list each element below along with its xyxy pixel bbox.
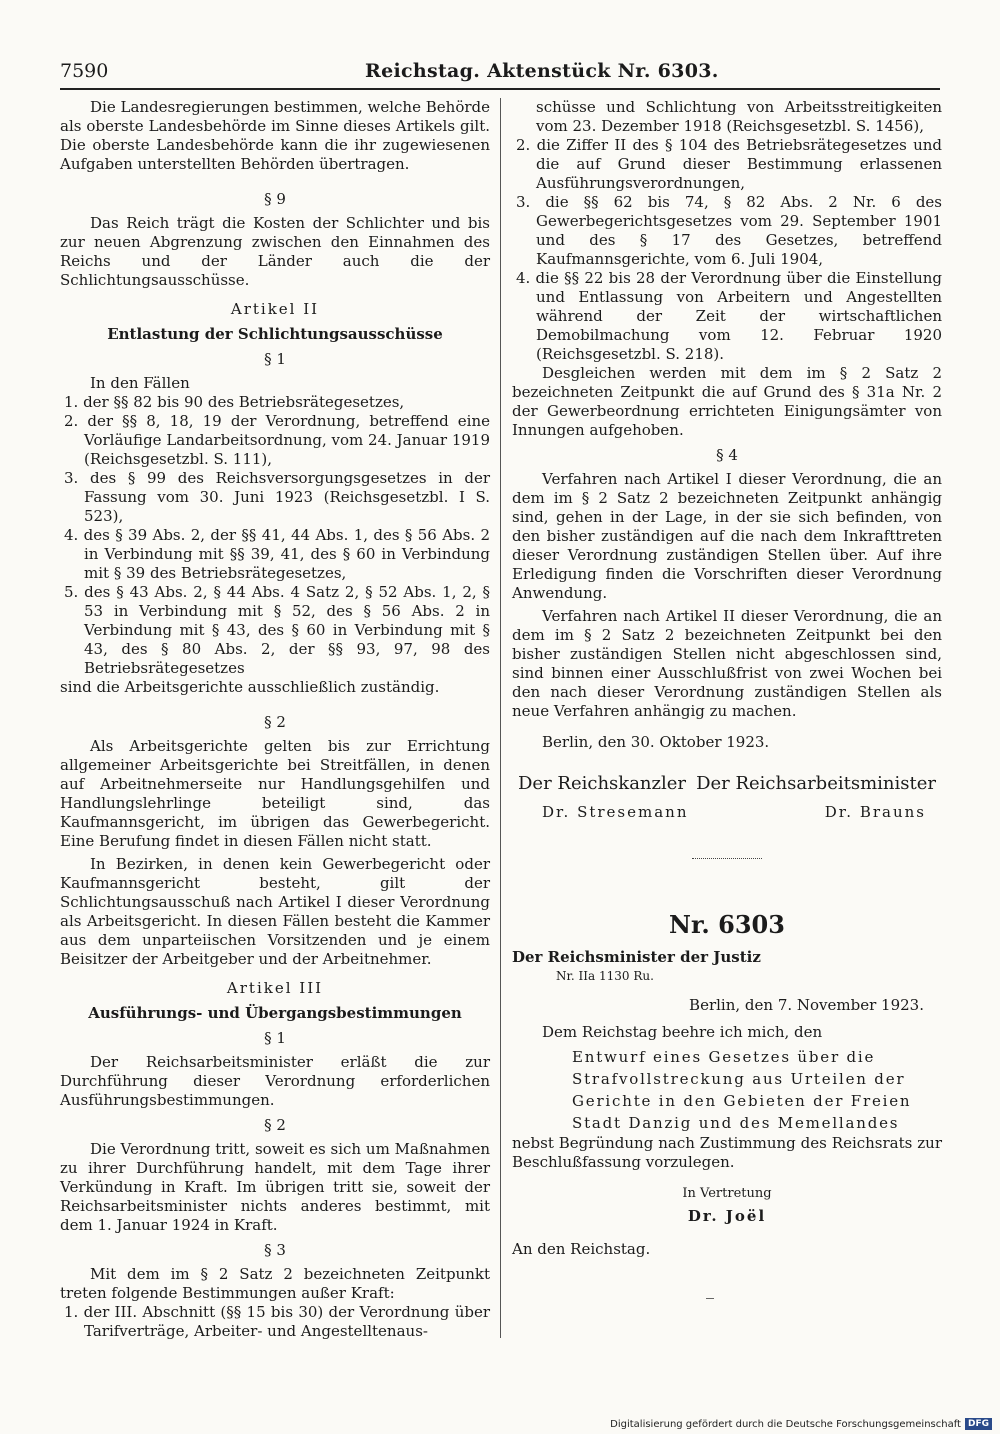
page-number: 7590: [60, 60, 109, 82]
signature-name-brauns: Dr. Brauns: [824, 803, 926, 821]
paragraph-zustaendig: sind die Arbeitsgerichte ausschließlich zuständig.: [60, 678, 440, 696]
paragraph-in-den-faellen: In den Fällen: [90, 374, 190, 392]
list-item: 2. der §§ 8, 18, 19 der Verordnung, betreffend eine Vorläufige Landarbeitsordnung, vom 24. Januar 1919 (Reichsgesetzbl. S. 111),: [64, 412, 490, 468]
paragraph-landesregierungen: Die Landesregierungen bestimmen, welche Behörde als oberste Landesbehörde im Sinne dieses Artikels gilt. Die oberste Landesbehörde kann die ihr zugewiesenen Aufgaben unterstellten Behörden übertragen.: [60, 98, 490, 173]
in-vertretung: In Vertretung: [682, 1186, 772, 1201]
closing-line: nebst Begründung nach Zustimmung des Reichsrats zur Beschlußfassung vorzulegen.: [512, 1134, 942, 1171]
footer: [610, 1418, 992, 1430]
paragraph-arbeitsgerichte: Als Arbeitsgerichte gelten bis zur Errichtung allgemeiner Arbeitsgerichte bei Streitfällen, in denen auf Arbeitnehmerseite nur Handlungsgehilfen und Handlungslehrlinge beteiligt sind, das Kaufmannsgericht, im übrigen das Gewerbegericht. Eine Berufung findet in diesen Fällen nicht statt.: [60, 737, 490, 850]
section-heading-9: § 9: [264, 190, 286, 208]
reference-number: Nr. IIa 1130 Ru.: [556, 969, 654, 983]
running-title: Reichstag. Aktenstück Nr. 6303.: [365, 60, 719, 82]
signature-title-chancellor: Der Reichskanzler: [518, 773, 687, 794]
list-item-continued: schüsse und Schlichtung von Arbeitsstreitigkeiten vom 23. Dezember 1918 (Reichsgesetzbl. S. 1456),: [536, 98, 942, 135]
section-heading-a3-3: § 3: [264, 1241, 286, 1259]
article-title-2: Entlastung der Schlichtungsausschüsse: [107, 325, 443, 343]
column-divider: [500, 98, 501, 1338]
article-title-3: Ausführungs- und Übergangsbestimmungen: [88, 1004, 462, 1022]
list-item: 4. des § 39 Abs. 2, der §§ 41, 44 Abs. 1, des § 56 Abs. 2 in Verbindung mit §§ 39, 41, des § 60 in Verbindung mit § 39 des Betriebsrätegesetzes,: [64, 526, 490, 582]
dfg-logo-icon: DFG: [965, 1418, 992, 1430]
section-heading-4: § 4: [716, 446, 738, 464]
section-heading-a3-2: § 2: [264, 1116, 286, 1134]
footer-text: Digitalisierung gefördert durch die Deutsche Forschungsgemeinschaft: [610, 1418, 961, 1430]
article-heading-3: Artikel III: [226, 979, 324, 997]
paragraph-desgleichen: Desgleichen werden mit dem im § 2 Satz 2 bezeichneten Zeitpunkt die auf Grund des § 31a Nr. 2 der Gewerbeordnung errichteten Einigungsämter von Innungen aufgehoben.: [512, 364, 942, 439]
paragraph-s4-2: Verfahren nach Artikel II dieser Verordnung, die an dem im § 2 Satz 2 bezeichneten Zeitpunkt bei den bisher zuständigen Stellen nicht abgeschlossen sind, sind binnen einer Ausschlußfrist von zwei Wochen bei den nach dieser Verordnung zuständigen Stellen als neue Verfahren anhängig zu machen.: [512, 607, 942, 720]
document-number: Nr. 6303: [669, 910, 785, 939]
paragraph-bezirke: In Bezirken, in denen kein Gewerbegericht oder Kaufmannsgericht besteht, gilt der Schlichtungsausschuß nach Artikel I dieser Verordnung als Arbeitsgericht. In diesen Fällen besteht die Kammer aus dem unparteiischen Vorsitzenden und je einem Beisitzer der Arbeitgeber und der Arbeitnehmer.: [60, 855, 490, 968]
article-heading-2: Artikel II: [230, 300, 320, 318]
paragraph-section-9: Das Reich trägt die Kosten der Schlichter und bis zur neuen Abgrenzung zwischen den Einnahmen des Reichs und der Länder auch die der Schlichtungsausschüsse.: [60, 214, 490, 289]
section-heading-a2-1: § 1: [264, 350, 286, 368]
date-line-2: Berlin, den 7. November 1923.: [689, 996, 924, 1014]
print-mark: [706, 1298, 714, 1299]
section-heading-a2-2: § 2: [264, 713, 286, 731]
list-item: 1. der §§ 82 bis 90 des Betriebsrätegesetzes,: [64, 393, 405, 411]
address-line: An den Reichstag.: [512, 1240, 651, 1258]
right-column: [512, 98, 942, 1259]
paragraph-a3-1: Der Reichsarbeitsminister erläßt die zur Durchführung dieser Verordnung erforderlichen Ausführungsbestimmungen.: [60, 1053, 490, 1109]
list-item: 3. des § 99 des Reichsversorgungsgesetzes in der Fassung vom 30. Juni 1923 (Reichsgesetzbl. I S. 523),: [64, 469, 490, 525]
signature-name-stresemann: Dr. Stresemann: [542, 803, 689, 821]
list-item: 3. die §§ 62 bis 74, § 82 Abs. 2 Nr. 6 des Gewerbegerichtsgesetzes vom 29. September 1901 und des § 17 des Gesetzes, betreffend Kaufmannsgerichte, vom 6. Juli 1904,: [516, 193, 942, 268]
paragraph-a3-3: Mit dem im § 2 Satz 2 bezeichneten Zeitpunkt treten folgende Bestimmungen außer Kraft:: [60, 1265, 490, 1302]
intro-line: Dem Reichstag beehre ich mich, den: [542, 1023, 823, 1041]
date-line: Berlin, den 30. Oktober 1923.: [542, 733, 770, 751]
signer: Dr. Joël: [687, 1207, 767, 1225]
left-column: [60, 98, 490, 1341]
signature-title-labour-minister: Der Reichsarbeitsminister: [696, 773, 936, 794]
list-item: 1. der III. Abschnitt (§§ 15 bis 30) der Verordnung über Tarifverträge, Arbeiter- und Angestelltenaus-: [64, 1303, 490, 1340]
signature-names: [512, 803, 942, 822]
page-header: [60, 60, 940, 90]
section-heading-a3-1: § 1: [264, 1029, 286, 1047]
separator: [692, 858, 762, 859]
bill-title: Entwurf eines Gesetzes über die Strafvollstreckung aus Urteilen der Gerichte in den Gebieten der Freien Stadt Danzig und des Memellandes: [572, 1048, 912, 1132]
paragraph-s4-1: Verfahren nach Artikel I dieser Verordnung, die an dem im § 2 Satz 2 bezeichneten Zeitpunkt anhängig sind, gehen in der Lage, in der sie sich befinden, von den bisher zuständigen auf die nach dem Inkrafttreten dieser Verordnung zuständigen Stellen über. Auf ihre Erledigung finden die Vorschriften dieser Verordnung Anwendung.: [512, 470, 942, 602]
paragraph-a3-2: Die Verordnung tritt, soweit es sich um Maßnahmen zu ihrer Durchführung handelt, mit dem Tage ihrer Verkündung in Kraft. Im übrigen tritt sie, soweit der Reichsarbeitsminister nichts anderes bestimmt, mit dem 1. Januar 1924 in Kraft.: [60, 1140, 490, 1234]
signature-titles: [512, 774, 942, 793]
list-item: 2. die Ziffer II des § 104 des Betriebsrätegesetzes und die auf Grund dieser Bestimmung erlassenen Ausführungsverordnungen,: [516, 136, 942, 192]
list-item: 4. die §§ 22 bis 28 der Verordnung über die Einstellung und Entlassung von Arbeitern und Angestellten während der Zeit der wirtschaftlichen Demobilmachung vom 12. Februar 1920 (Reichsgesetzbl. S. 218).: [516, 269, 942, 363]
list-item: 5. des § 43 Abs. 2, § 44 Abs. 4 Satz 2, § 52 Abs. 1, 2, § 53 in Verbindung mit § 52, des § 56 Abs. 2 in Verbindung mit § 43, des § 60 in Verbindung mit § 43, des § 80 Abs. 2, der §§ 93, 97, 98 des Betriebsrätegesetzes: [64, 583, 490, 677]
sender: Der Reichsminister der Justiz: [512, 948, 761, 966]
